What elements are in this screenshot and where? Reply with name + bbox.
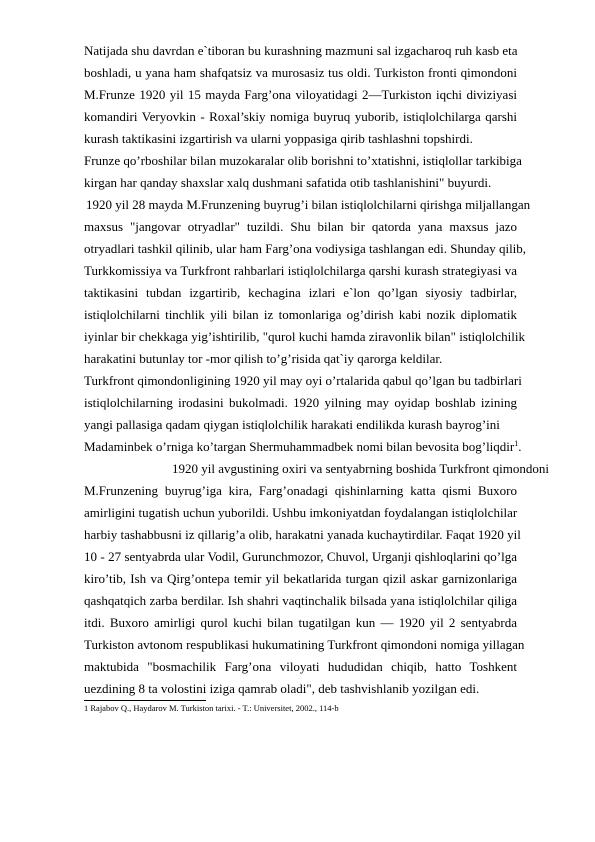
text-line: yangi pallasiga qadam qiygan istiqlolchilik harakati endilikda kurash bayrog’ini [84, 417, 500, 432]
text-line: Turkiston avtonom respublikasi hukumatining Turkfront qimondoni nomiga yillagan [84, 637, 525, 652]
footnote-marker: 1 [514, 439, 519, 448]
text-line: iyinlar bir chekkaga yig’ishtirilib, "qurol kuchi hamda ziravonlik bilan" istiqlolchilik [84, 329, 525, 344]
text-line: itdi. Buxoro amirligi qurol kuchi bilan tugatilgan kun — 1920 yil 2 sentyabrda [84, 615, 517, 630]
text-line: 10 - 27 sentyabrda ular Vodil, Gurunchmozor, Chuvol, Urganji qishloqlarini qo’lga [84, 549, 517, 564]
text-line: uezdining 8 ta volostini iziga qamrab oladi", deb tashvishlanib yozilgan edi. [84, 681, 480, 696]
text-line: 1920 yil avgustining oxiri va sentyabrning boshida Turkfront qimondoni [172, 461, 549, 476]
text-line: maxsus "jangovar otryadlar" tuzildi. Shu bilan bir qatorda yana maxsus jazo [84, 219, 517, 234]
text-line: otryadlari tashkil qilinib, ular ham Farg’ona vodiysiga tashlangan edi. Shunday qilib, [84, 241, 527, 256]
text-line: kiro’tib, Ish va Qirg’ontepa temir yil bekatlarida turgan qizil askar garnizonlariga [84, 571, 517, 586]
text-line: qashqatqich zarba berdilar. Ish shahri vaqtinchalik bilsada yana istiqlolchilar qiliga [84, 593, 517, 608]
footnote-divider [84, 700, 206, 701]
text-line: taktikasini tubdan izgartirib, kechagina izlari e`lon qo’lgan siyosiy tadbirlar, [84, 285, 517, 300]
text-line: harakatini butunlay tor -mor qilish to’g’risida qat`iy qarorga keldilar. [84, 351, 443, 366]
text-line: Turkkomissiya va Turkfront rahbarlari istiqlolchilarga qarshi kurash strategiyasi va [84, 263, 517, 278]
text-line: M.Frunze 1920 yil 15 mayda Farg’ona viloyatidagi 2—Turkiston iqchi diviziyasi [84, 87, 517, 102]
text-line-with-footnote [84, 436, 522, 458]
text-line: Frunze qo’rboshilar bilan muzokaralar olib borishni to’xtatishni, istiqlollar tarkibiga [84, 153, 522, 168]
footnote: 1 Rajabov Q., Haydarov M. Turkiston tarixi. - T.: Universitet, 2002., 114-b [84, 703, 339, 713]
text-line: Turkfront qimondonligining 1920 yil may oyi o’rtalarida qabul qo’lgan bu tadbirlari [84, 373, 522, 388]
text-line: kurash taktikasini izgartirish va ularni yoppasiga qirib tashlashni topshirdi. [84, 131, 473, 146]
text-line: harbiy tashabbusni iz qillarig’a olib, harakatni yanada kuchaytirdilar. Faqat 1920 yil [84, 527, 521, 542]
text-line: amirligini tugatish uchun yuborildi. Ushbu imkoniyatdan foydalangan istiqlolchilar [84, 505, 518, 520]
text-line: komandiri Veryovkin - Roxal’skiy nomiga buyruq yuborib, istiqlolchilarga qarshi [84, 109, 517, 124]
text-line: istiqlolchilarning irodasini bukolmadi. 1920 yilning may oyidap boshlab izining [84, 395, 517, 410]
text-line: istiqlolchilarni tinchlik yili bilan iz tomonlariga og’dirish kabi nozik diplomatik [84, 307, 517, 322]
text-line: boshladi, u yana ham shafqatsiz va murosasiz tus oldi. Turkiston fronti qimondoni [84, 65, 517, 80]
text-line: maktubida "bosmachilik Farg’ona viloyati hududidan chiqib, hatto Toshkent [84, 659, 517, 674]
text-line: Natijada shu davrdan e`tiboran bu kurashning mazmuni sal izgacharoq ruh kasb eta [84, 43, 518, 58]
text-line: M.Frunzening buyrug’iga kira, Farg’onadagi qishinlarning katta qismi Buxoro [84, 483, 517, 498]
text-line: 1920 yil 28 mayda M.Frunzening buyrug’i bilan istiqlolchilarni qirishga miljallangan [86, 197, 531, 212]
text-line: kirgan har qanday shaxslar xalq dushmani safatida otib tashlanishini" buyurdi. [84, 175, 492, 190]
text-line-tail: . [518, 439, 522, 454]
text-line-text: Madaminbek o’rniga ko’targan Shermuhammadbek nomi bilan bevosita bog’liqdir [84, 439, 515, 454]
